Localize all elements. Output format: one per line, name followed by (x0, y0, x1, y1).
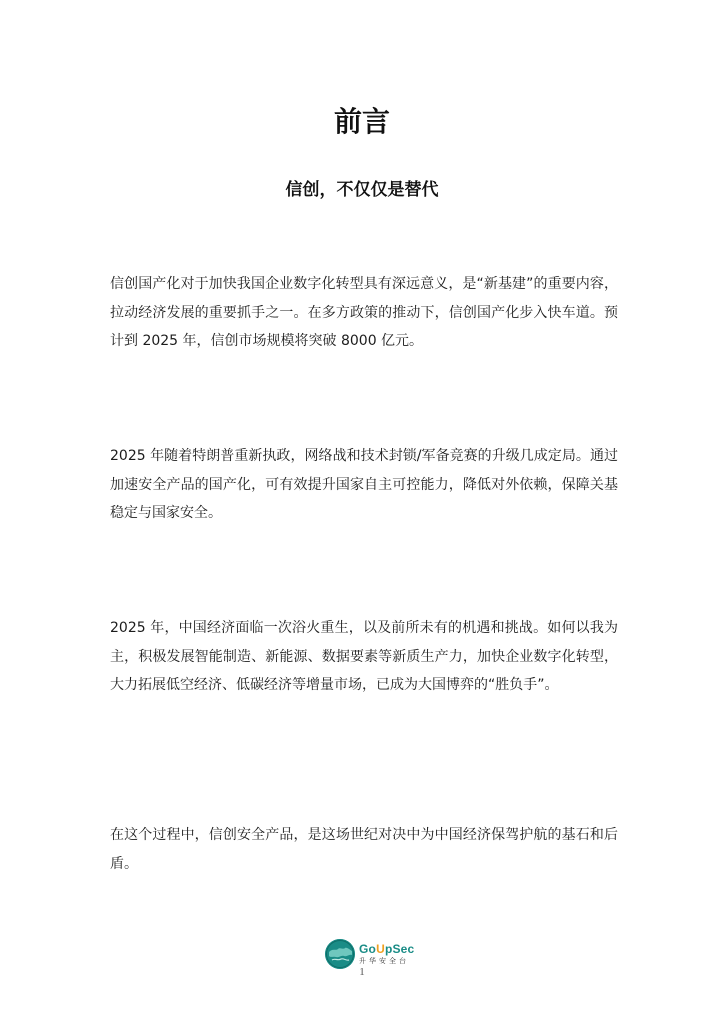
logo-wordmark (359, 942, 414, 966)
paragraph-1: 信创国产化对于加快我国企业数字化转型具有深远意义，是“新基建”的重要内容，拉动经济发展的重要抓手之一。在多方政策的推动下，信创国产化步入快车道。预计到 2025 年，信创市场规模将突破 8000 亿元。 (110, 276, 618, 349)
page-subtitle: 信创，不仅仅是替代 (285, 180, 439, 200)
page-number: 1 (359, 966, 365, 978)
paragraph-3: 2025 年，中国经济面临一次浴火重生，以及前所未有的机遇和挑战。如何以我为主，积极发展智能制造、新能源、数据要素等新质生产力，加快企业数字化转型，大力拓展低空经济、低碳经济等增量市场，已成为大国博弈的“胜负手”。 (110, 620, 618, 693)
paragraph-2: 2025 年随着特朗普重新执政，网络战和技术封锁/军备竞赛的升级几成定局。通过加速安全产品的国产化，可有效提升国家自主可控能力，降低对外依赖，保障关基稳定与国家安全。 (110, 448, 618, 521)
logo-subtitle: 升华安全台 (359, 957, 409, 965)
logo-brand-name: GoUpSec (359, 942, 415, 956)
page-title: 前言 (333, 105, 390, 138)
paragraph-4: 在这个过程中，信创安全产品，是这场世纪对决中为中国经济保驾护航的基石和后盾。 (110, 827, 618, 872)
globe-icon (325, 939, 355, 969)
